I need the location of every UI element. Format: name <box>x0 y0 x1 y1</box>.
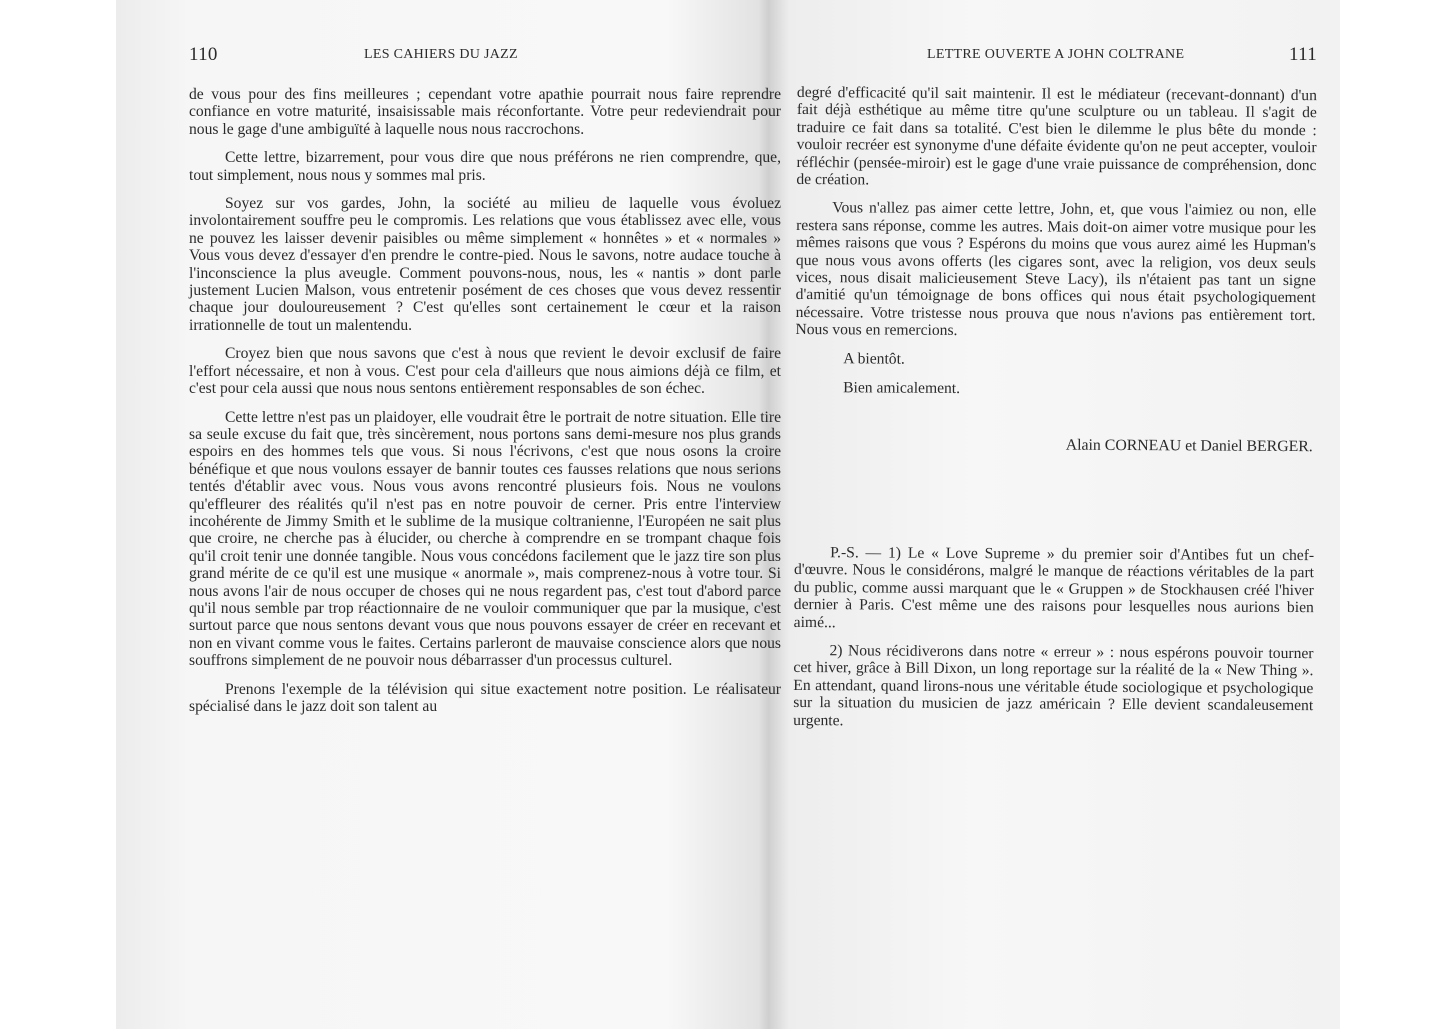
paragraph: Vous n'allez pas aimer cette lettre, John, et, que vous l'aimiez ou non, elle restera sans réponse, comme les autres. Mais doit-on aimer votre musique pour les mêmes raisons que vous ? Espérons du moins que vous aurez aimé les Hupman's que nous vous avons offerts (les cigares sont, avec la religion, vos deux seuls vices, nous disait malicieusement Steve Lacy), ils n'étaient pas tant un signe d'amitié qu'un témoignage de bons offices qui nous était psychologiquement nécessaire. Votre tristesse nous prouva que nous n'avions pas entièrement tort. Nous vous en remercions. <box>795 199 1317 340</box>
paragraph: Croyez bien que nous savons que c'est à nous que revient le devoir exclusif de faire l'effort nécessaire, et non à vous. C'est pour cela d'ailleurs que nous aimions déjà ce film, et c'est pour cela aussi que nous nous sentons entièrement responsables de son échec. <box>189 345 781 398</box>
paragraph: degré d'efficacité qu'il sait maintenir. Il est le médiateur (recevant-donnant) d'un fait déjà esthétique au même titre qu'une sculpture ou un tableau. Il s'agit de traduire ce fait dans sa totalité. C'est bien le dilemme le plus bête du monde : vouloir recréer est synonyme d'une défaite évidente qu'on ne peut accepter, vouloir réfléchir (pensée-miroir) est le gage d'une vraie puissance de compréhension, donc de création. <box>796 84 1317 189</box>
right-page-header <box>797 44 1317 68</box>
left-page-header <box>189 44 781 68</box>
open-book <box>116 0 1340 1029</box>
page-number: 111 <box>1289 44 1317 65</box>
running-head: LETTRE OUVERTE A JOHN COLTRANE <box>927 47 1185 62</box>
page-number: 110 <box>189 44 218 65</box>
right-page <box>793 0 1317 1029</box>
paragraph: Cette lettre n'est pas un plaidoyer, elle voudrait être le portrait de notre situation. Elle tire sa seule excuse du fait que, très sincèrement, nous portons sans demi-mesure nos plus grands espoirs en des hommes tels que vous. Si nous l'écrivons, c'est que nous osons la croire bénéfique et que nous voulons essayer de bannir toutes ces fausses relations que nous serions tentés d'établir avec vous. Nous vous avons rencontré plusieurs fois. Nous ne voulons qu'effleurer des réalités qu'il n'est pas en notre pouvoir de cerner. Pris entre l'interview incohérente de Jimmy Smith et le sublime de la musique coltranienne, l'Européen ne sait plus que croire, ne cherche pas à élucider, ou cherche à comprendre en se trompant chaque fois qu'il croit tenir une donnée tangible. Nous vous concédons facilement que le jazz tire son plus grand mérite de ce qu'il est une musique « anormale », mais comprenez-nous à votre tour. Si nous avons l'air de nous occuper de choses qui ne nous regardent pas, c'est tout d'abord parce qu'il nous semble par trop réactionnaire de ne vouloir communiquer que par la musique, c'est surtout parce que nous sentons devant vous que nous pouvons essayer de créer en recevant et non en vivant comme vous le faites. Certains parleront de mauvaise conscience alors que nous souffrons simplement de ne pouvoir nous débarrasser d'un processus culturel. <box>189 408 781 670</box>
paragraph: Soyez sur vos gardes, John, la société au milieu de laquelle vous évoluez involontairement souffre peu le compromis. Les relations que vous établissez avec elle, vous ne pouvez les laisser devenir paisibles ou même simplement « honnêtes » et « normales » Vous vous devez d'essayer d'en prendre le contre-pied. Nous le savons, notre audace touche à l'inconscience la plus aveugle. Comment pouvons-nous, nous, les « nantis » dont parle justement Lucien Malson, vous entretenir posément de ces choses que vous devez ressentir chaque jour douloureusement ? C'est qu'elles sont certainement le cœur et la raison irrationnelle de tout un malentendu. <box>189 195 781 334</box>
signature: Alain CORNEAU et Daniel BERGER. <box>1065 436 1313 455</box>
paragraph: de vous pour des fins meilleures ; cependant votre apathie pourrait nous faire reprendre confiance en votre maturité, insaisissable mais réconfortante. Votre peur redeviendrait pour nous le gage d'une ambiguïté à laquelle nous nous raccrochons. <box>189 86 781 138</box>
running-head: LES CAHIERS DU JAZZ <box>364 47 518 62</box>
postscript-paragraph: 2) Nous récidiverons dans notre « erreur » : nous espérons pouvoir tourner cet hiver, grâce à Bill Dixon, un long reportage sur la réalité de la « New Thing ». En attendant, quand lirons-nous une véritable étude sociologique et psychologique sur la situation du musicien de jazz américain ? Elle devient scandaleusement urgente. <box>793 642 1314 729</box>
right-page-body <box>793 84 1317 743</box>
paragraph: Cette lettre, bizarrement, pour vous dire que nous préférons ne rien comprendre, que, tout simplement, nous nous y sommes mal pris. <box>189 149 781 184</box>
closing-line: Bien amicalement. <box>843 379 961 398</box>
paragraph: Prenons l'exemple de la télévision qui situe exactement notre position. Le réalisateur spécialisé dans le jazz doit son talent au <box>189 680 781 715</box>
closing-line: A bientôt. <box>843 349 905 368</box>
left-page <box>189 0 781 1029</box>
left-page-body <box>189 86 781 726</box>
postscript-paragraph: P.-S. — 1) Le « Love Supreme » du premier soir d'Antibes fut un chef-d'œuvre. Nous le considérons, malgré le manque de réactions véritables de la part du public, comme aussi marquant que le « Gruppen » de Stockhausen créé l'hiver dernier à Paris. C'est même une des raisons pour lesquelles nous aurions bien aimé... <box>793 544 1315 631</box>
